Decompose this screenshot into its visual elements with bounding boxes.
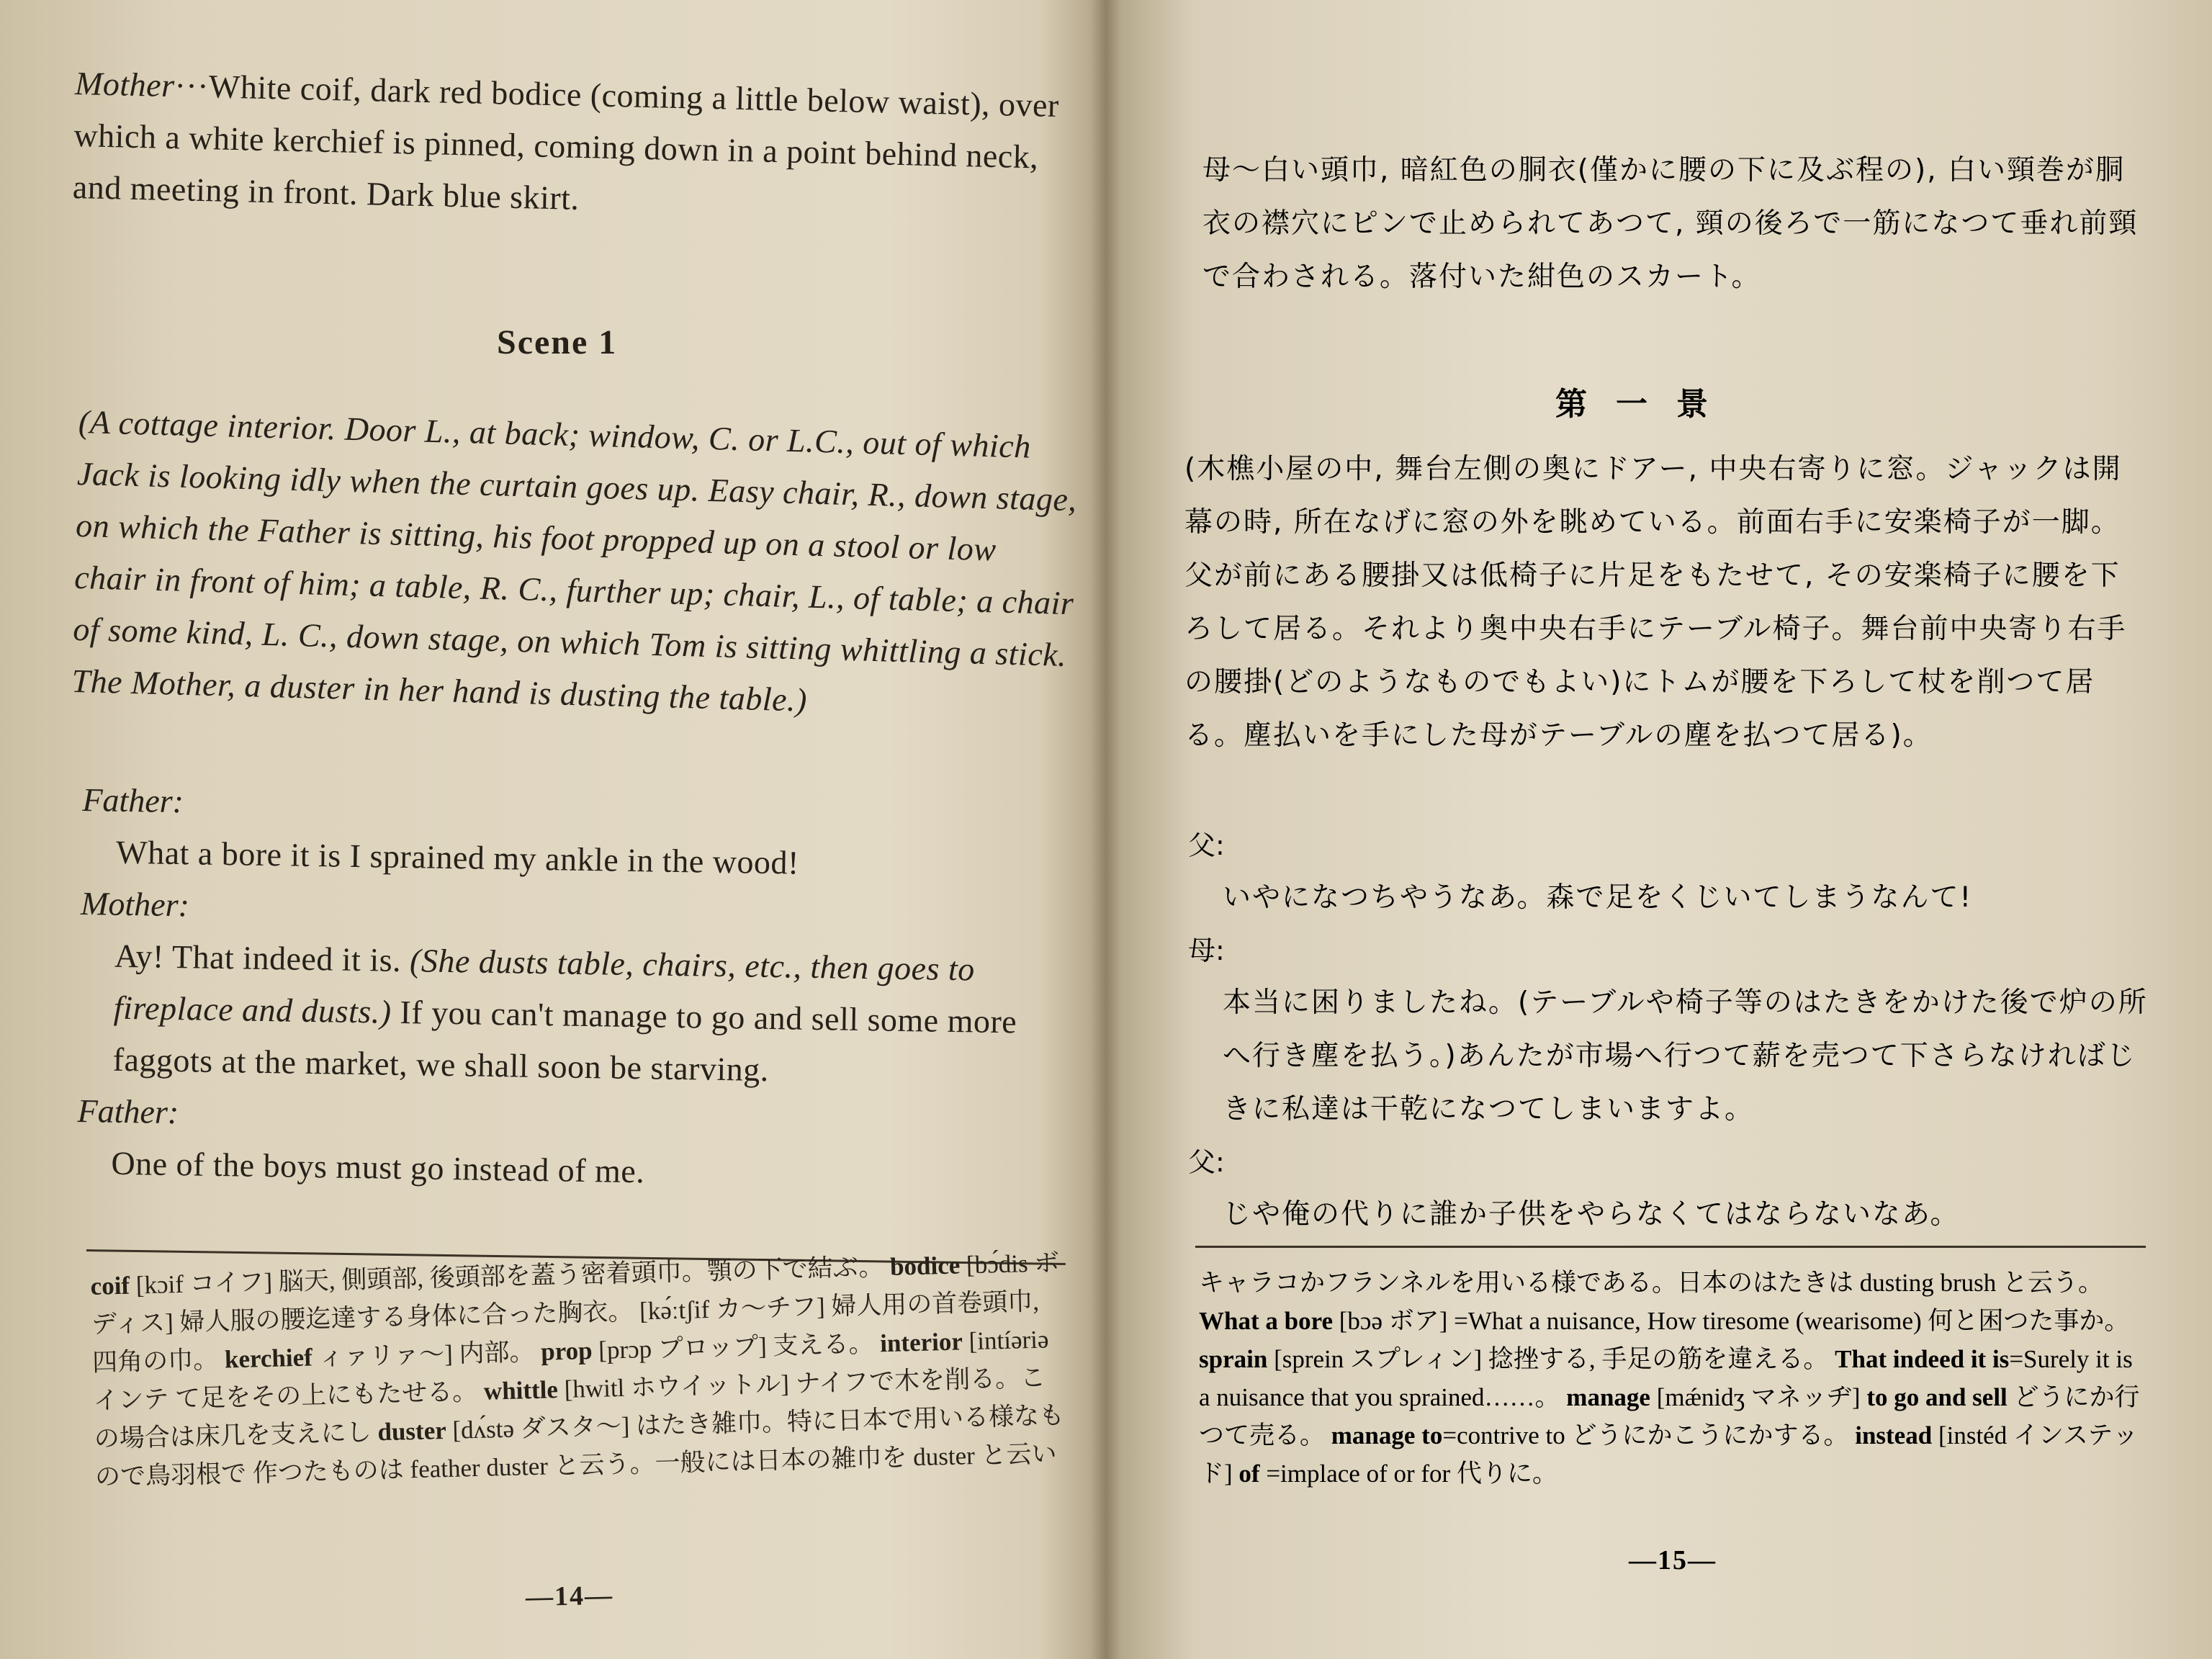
dialogue-line-start: Ay! That indeed it is.	[114, 937, 410, 979]
note-term: interior	[879, 1327, 963, 1358]
costume-text: ···White coif, dark red bodice (coming a little below waist), over which a white kerchief is pinned, coming down in a point behind neck, and meeting in front. Dark blue skirt.	[72, 67, 1060, 217]
note-term: manage to	[1331, 1421, 1443, 1449]
footnote-paragraph	[1199, 1264, 2149, 1493]
footnote-paragraph	[90, 1244, 1071, 1496]
stage-direction-text: (A cottage interior. Door L., at back; window, C. or L.C., out of which Jack is looking idly when the curtain goes up. Easy chair, R., down stage, on which the Father is sitting, his foot propped up on a stool or low chair in front of him; a table, R. C., further up; chair, L., of table; a chair of some kind, L. C., down stage, on which Tom is sitting whittling a stick. The Mother, a duster in her hand is dusting the table.)	[71, 403, 1078, 719]
note-term: sprain	[1199, 1345, 1268, 1373]
dialogue-line: One of the boys must go instead of me.	[111, 1144, 645, 1190]
note-term: prop	[540, 1336, 593, 1366]
note-term: instead	[1855, 1421, 1933, 1449]
speaker-label: Father:	[77, 1092, 179, 1131]
dialogue-en	[76, 774, 1080, 1205]
speaker-label: Mother:	[80, 884, 190, 924]
dialogue-line	[78, 930, 1077, 1101]
dialogue-line-jp: いやになつちやうなあ。森で足をくじいてしまうなんて!	[1223, 881, 1973, 914]
note-term: coif	[90, 1271, 130, 1300]
stage-direction-jp	[1184, 443, 2149, 763]
note-text: [dʌ́stə ダスタ～] はたき雑巾。特に日本で用いる様なもので鳥羽根で	[94, 1401, 1065, 1491]
note-text: どうにか行つて売る。	[1199, 1383, 2140, 1449]
note-term: to go and sell	[1866, 1383, 2008, 1411]
note-term: kerchief	[224, 1343, 313, 1374]
footnotes-left	[90, 1244, 1071, 1496]
note-text: 作つたものは feather duster と云う。一般には日本の雑巾を duster と云い	[252, 1439, 1057, 1488]
footnotes-right	[1199, 1264, 2149, 1493]
note-text: [hwitl ホウイットル] ナイフで木を削る。この場合は床几を支えにし	[94, 1363, 1046, 1453]
speaker-label-jp: 父:	[1188, 1146, 1225, 1178]
note-text: [prɔp プロップ] 支える。	[592, 1329, 874, 1364]
page-number: —14—	[525, 1580, 614, 1613]
scene-title-jp: 第一景	[1555, 386, 1737, 423]
note-term: That indeed it is	[1835, 1345, 2010, 1373]
speaker-label-jp: 母:	[1188, 935, 1225, 966]
costume-text-jp: 母～白い頭巾, 暗紅色の胴衣(僅かに腰の下に及ぶ程の), 白い頸巻が胴衣の襟穴にピンで止められてあつて, 頸の後ろで一筋になつて垂れ前頸で合わされる。落付いた紺色のスカート。	[1202, 154, 2139, 293]
dialogue-jp	[1188, 819, 2153, 1241]
note-text: [intíəriə インテ	[93, 1325, 1049, 1415]
note-text: [sprein スプレィン] 捻挫する, 手足の筋を違える。	[1267, 1345, 1829, 1373]
note-text: [kə́ːtʃif カ～チフ] 婦人用の首卷頭巾, 四角の巾。	[91, 1287, 1040, 1377]
note-term: bodice	[889, 1251, 961, 1281]
speaker-label-jp: 父:	[1188, 830, 1225, 861]
note-text: キャラコかフランネルを用いる様である。日本のはたきは dusting brush と云う。	[1199, 1269, 2104, 1297]
note-term: duster	[377, 1416, 447, 1447]
note-text: [kɔif コイフ] 脳天, 側頭部, 後頭部を蓋う密着頭巾。顎の下で結ぶ。	[129, 1253, 884, 1300]
note-text: ィァリァ～] 内部。	[318, 1337, 535, 1372]
note-text: [mǽnidʒ マネッヂ]	[1650, 1383, 1867, 1411]
note-text: =contrive to どうにかこうにかする。	[1442, 1421, 1849, 1449]
note-term: What a bore	[1199, 1307, 1334, 1335]
note-term: manage	[1566, 1383, 1650, 1411]
stage-direction-en	[71, 396, 1080, 733]
speaker-label: Father:	[82, 781, 184, 820]
note-text: て足をその上にもたせる。	[174, 1377, 478, 1413]
costume-description-jp	[1202, 144, 2153, 304]
page-number: —15—	[1629, 1545, 1717, 1575]
footnote-divider	[1195, 1246, 2146, 1248]
note-text: [bɔə ボア] =What a nuisance, How tiresome (wearisome) 何と困つた事か。	[1333, 1307, 2130, 1335]
costume-label: Mother	[74, 64, 176, 104]
note-text: [instéd インステッド]	[1199, 1421, 2139, 1488]
dialogue-line-jp: じや俺の代りに誰か子供をやらなくてはならないなあ。	[1223, 1198, 1960, 1231]
scene-title: Scene 1	[497, 323, 618, 361]
dialogue-line-end: If you can't manage to go and sell some more faggots at the market, we shall soon be starving.	[112, 993, 1017, 1089]
note-term: whittle	[483, 1375, 559, 1406]
note-text: =Surely it is a nuisance that you sprained……。	[1199, 1345, 2133, 1411]
note-term: of	[1238, 1460, 1260, 1488]
left-page	[0, 0, 1102, 1659]
costume-description-en	[72, 58, 1076, 235]
note-text: =implace of or for 代りに。	[1259, 1460, 1557, 1488]
dialogue-line-jp: 本当に困りましたね。(テーブルや椅子等のはたきをかけた後で炉の所へ行き塵を払う。)あんたが市場へ行つて薪を売つて下さらなければじきに私達は干乾になつてしまいますよ。	[1223, 986, 2148, 1125]
stage-direction-text-jp: (木樵小屋の中, 舞台左側の奥にドアー, 中央右寄りに窓。ジャックは開幕の時, 所在なげに窓の外を眺めている。前面右手に安楽椅子が一脚。父が前にある腰掛又は低椅子に片足をもたせて, その安楽椅子に腰を下ろして居る。それより奥中央右手にテーブル椅子。舞台前中央寄り右手の腰掛(どのようなものでもよい)にトムが腰を下ろして杖を削つて居る。塵払いを手にした母がテーブルの塵を払つて居る)。	[1184, 453, 2127, 752]
dialogue-stage-note: (She dusts table, chairs, etc., then goes to fireplace and dusts.)	[113, 942, 976, 1030]
dialogue-line: What a bore it is I sprained my ankle in the wood!	[115, 833, 800, 881]
note-text: [bɔ́dis ボディス] 婦人服の腰迄達する身体に合った胸衣。	[91, 1249, 1060, 1339]
